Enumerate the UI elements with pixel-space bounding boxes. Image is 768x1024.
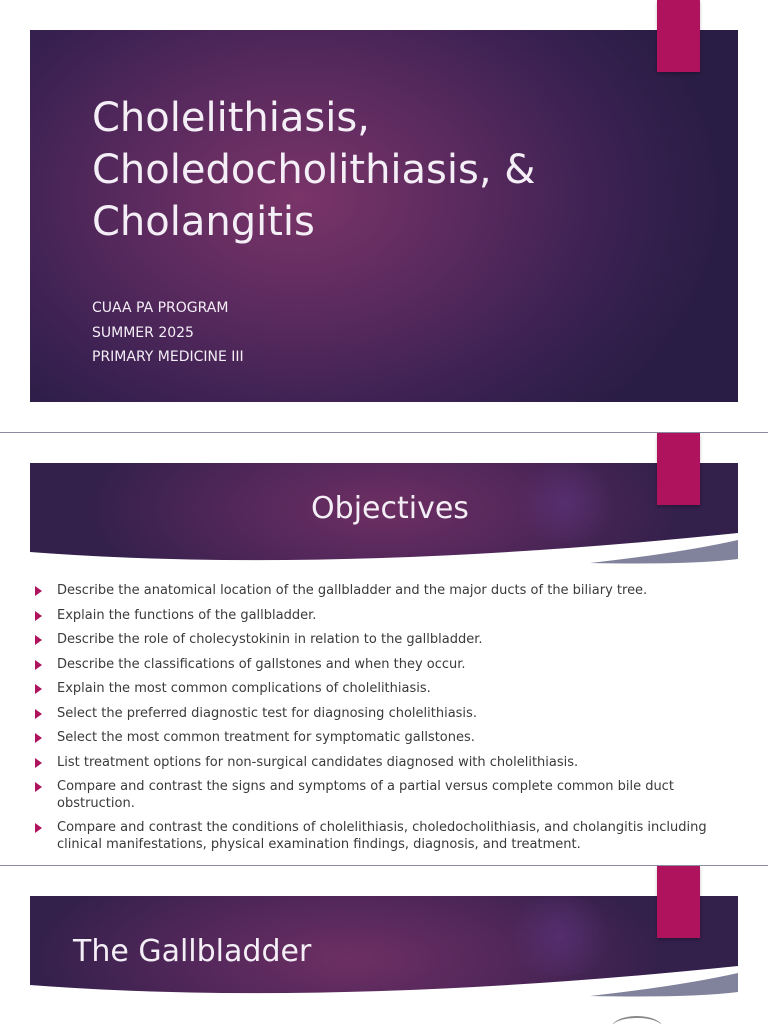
bullet-arrow-icon (35, 660, 42, 670)
title-line: Choledocholithiasis, & (92, 147, 536, 193)
title-line: Cholelithiasis, (92, 95, 370, 141)
title-slide (0, 0, 768, 432)
objectives-slide (0, 433, 768, 865)
objective-item (34, 755, 744, 772)
bullet-arrow-icon (35, 823, 42, 833)
objective-text: Explain the most common complications of cholelithiasis. (57, 681, 431, 696)
objective-item (34, 681, 744, 698)
objectives-list (34, 583, 744, 861)
bullet-arrow-icon (35, 611, 42, 621)
partial-image-edge (612, 1016, 662, 1024)
objective-item (34, 706, 744, 723)
accent-tab (657, 0, 700, 72)
objective-text: Describe the role of cholecystokinin in relation to the gallbladder. (57, 632, 483, 647)
subtitle (92, 296, 244, 370)
bullet-arrow-icon (35, 709, 42, 719)
objective-item (34, 820, 744, 853)
objective-item (34, 657, 744, 674)
subtitle-line-term: SUMMER 2025 (92, 324, 194, 341)
bullet-arrow-icon (35, 684, 42, 694)
objective-text: Explain the functions of the gallbladder. (57, 607, 317, 623)
objective-text: Compare and contrast the conditions of cholelithiasis, choledocholithiasis, and cholangitis including clinical manifestations, physical examination findings, diagnosis, and treatment. (57, 820, 707, 852)
objective-item (34, 583, 744, 600)
objective-text: Select the most common treatment for symptomatic gallstones. (57, 730, 475, 745)
presentation-title (92, 92, 692, 248)
objective-item (34, 608, 744, 625)
bullet-arrow-icon (35, 635, 42, 645)
objective-text: Describe the classifications of gallstones and when they occur. (57, 656, 466, 672)
bullet-arrow-icon (35, 586, 42, 596)
bullet-arrow-icon (35, 758, 42, 768)
slide-title: Objectives (311, 491, 469, 526)
gallbladder-slide (0, 866, 768, 1024)
accent-tab (657, 866, 700, 938)
banner-curve (30, 523, 738, 583)
subtitle-line-program: CUAA PA PROGRAM (92, 300, 229, 316)
objective-text: Describe the anatomical location of the gallbladder and the major ducts of the biliary tree. (57, 583, 648, 598)
objective-text: Select the preferred diagnostic test for diagnosing cholelithiasis. (57, 705, 477, 721)
objective-text: Compare and contrast the signs and symptoms of a partial versus complete common bile duct obstruction. (57, 779, 674, 811)
title-line: Cholangitis (92, 199, 315, 245)
objective-item (34, 730, 744, 747)
objective-item (34, 632, 744, 649)
bullet-arrow-icon (35, 733, 42, 743)
subtitle-line-course: PRIMARY MEDICINE III (92, 349, 244, 365)
objective-text: List treatment options for non-surgical candidates diagnosed with cholelithiasis. (57, 754, 579, 770)
objective-item (34, 779, 744, 812)
slide-title: The Gallbladder (73, 934, 312, 969)
bullet-arrow-icon (35, 782, 42, 792)
